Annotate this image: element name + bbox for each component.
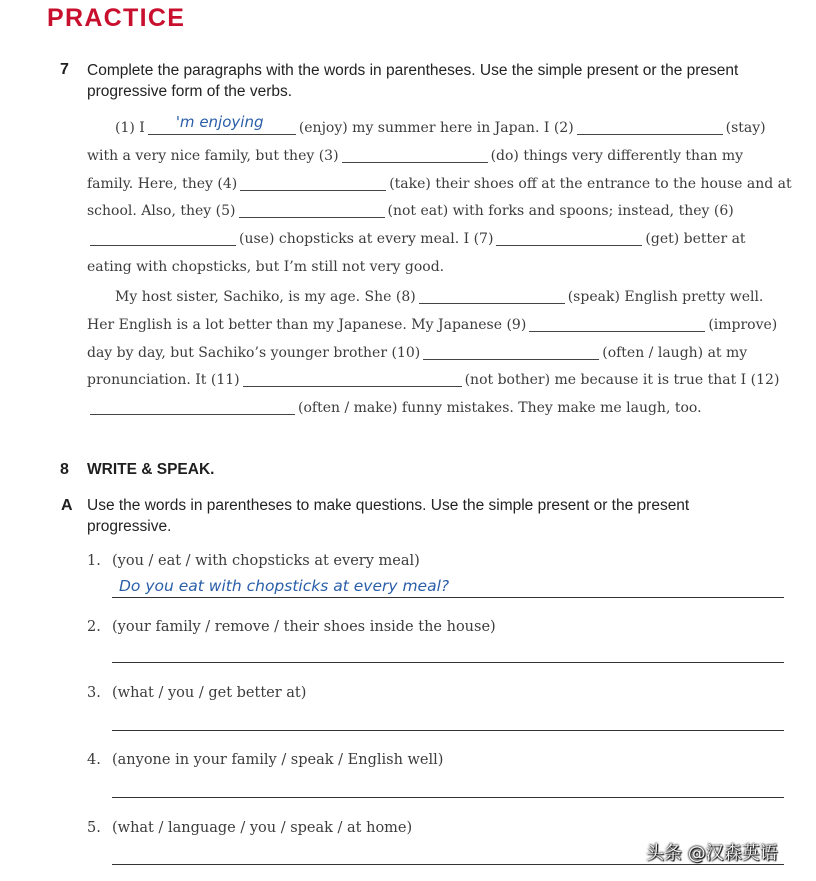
paragraph-text: (often / laugh) at my pronunciation. It (11) (87, 344, 752, 389)
fill-in-blank[interactable] (90, 399, 295, 415)
question-prompt: (anyone in your family / speak / English well) (112, 752, 444, 768)
paragraph-text: (enjoy) my summer here in Japan. I (2) (298, 120, 574, 136)
paragraph-text: (take) their shoes off at the entrance to the house and at school. Also, they (5) (87, 175, 797, 220)
paragraph-text: (not eat) with forks and spoons; instead, they (6) (387, 203, 734, 220)
exercise-7-paragraph-2 (87, 284, 792, 423)
paragraph-text: (improve) day by day, but Sachiko’s younger brother (10) (87, 316, 782, 361)
handwritten-answer: 'm enjoying (175, 113, 264, 131)
answer-line[interactable] (112, 597, 784, 598)
answer-line[interactable] (112, 797, 784, 798)
exercise-8-number: 8 (60, 461, 69, 478)
fill-in-blank[interactable] (423, 344, 599, 360)
question-prompt: (your family / remove / their shoes inside the house) (112, 619, 496, 635)
paragraph-text: My host sister, Sachiko, is my age. She (8) (115, 289, 416, 305)
handwritten-answer: Do you eat with chopsticks at every meal? (119, 577, 450, 595)
paragraph-text: (not bother) me because it is true that I (12) (464, 372, 780, 389)
exercise-7-paragraph-1 (87, 113, 797, 282)
exercise-7-instructions: Complete the paragraphs with the words in parentheses. Use the simple present or the present progressive form of the verbs. (87, 62, 739, 100)
exercise-8-title: WRITE & SPEAK. (87, 461, 215, 478)
paragraph-text: (get) better at eating with chopsticks, but I’m still not very good. (87, 231, 751, 275)
watermark: 头条 @汉森英语 (646, 843, 778, 864)
paragraph-text: (1) I (115, 120, 145, 136)
fill-in-blank[interactable] (240, 175, 386, 191)
question-prompt: (what / you / get better at) (112, 685, 307, 701)
fill-in-blank[interactable] (342, 147, 488, 163)
fill-in-blank[interactable] (577, 119, 723, 135)
question-number: 5. (87, 820, 101, 836)
fill-in-blank[interactable] (148, 113, 296, 135)
question-number: 4. (87, 752, 101, 768)
fill-in-blank[interactable] (239, 202, 385, 218)
fill-in-blank[interactable] (90, 230, 236, 246)
paragraph-text: (do) things very differently than my family. Here, they (4) (87, 147, 748, 192)
answer-line[interactable] (112, 730, 784, 731)
question-number: 2. (87, 619, 101, 635)
part-a-letter: A (61, 497, 73, 514)
paragraph-text: (use) chopsticks at every meal. I (7) (239, 231, 494, 248)
section-heading: PRACTICE (47, 4, 186, 32)
paragraph-text: (speak) English pretty well. Her English is a lot better than my Japanese. My Japanese (9) (87, 289, 768, 333)
question-number: 1. (87, 553, 101, 569)
fill-in-blank[interactable] (243, 371, 462, 387)
question-prompt: (you / eat / with chopsticks at every meal) (112, 553, 420, 569)
exercise-7-number: 7 (60, 61, 69, 78)
fill-in-blank[interactable] (529, 316, 705, 332)
question-number: 3. (87, 685, 101, 701)
paragraph-text: (often / make) funny mistakes. They make me laugh, too. (298, 400, 702, 417)
paragraph-text: (stay) with a very nice family, but they (3) (87, 120, 771, 164)
answer-line[interactable] (112, 662, 784, 663)
part-a-instructions: Use the words in parentheses to make questions. Use the simple present or the present progressive. (87, 497, 690, 535)
fill-in-blank[interactable] (496, 230, 642, 246)
question-prompt: (what / language / you / speak / at home) (112, 820, 413, 836)
fill-in-blank[interactable] (419, 288, 565, 304)
